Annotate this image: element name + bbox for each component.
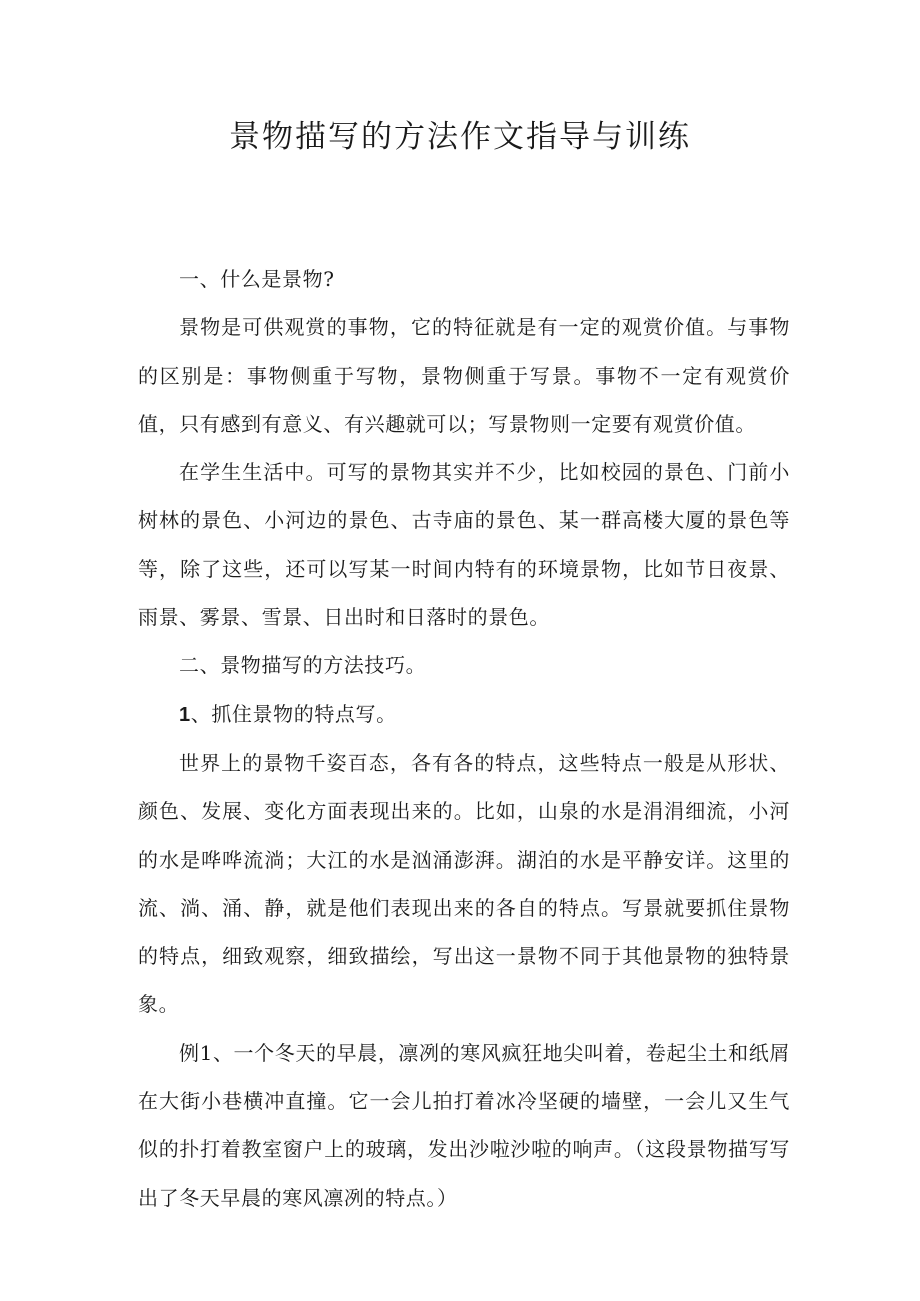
document-title: 景物描写的方法作文指导与训练 bbox=[229, 119, 691, 155]
paragraph-features: 世界上的景物千姿百态，各有各的特点，这些特点一般是从形状、颜色、发展、变化方面表现出来的。比如，山泉的水是涓涓细流，小河的水是哗哗流淌；大江的水是汹涌澎湃。湖泊的水是平静安详。这里的流、淌、涌、静，就是他们表现出来的各自的特点。写景就要抓住景物的特点，细致观察，细致描绘，写出这一景物不同于其他景物的独特景象。 bbox=[138, 750, 790, 1017]
subheading-number: 1 bbox=[179, 703, 191, 726]
paragraph-example-1: 例1、一个冬天的早晨，凛冽的寒风疯狂地尖叫着，卷起尘土和纸屑在大街小巷横冲直撞。它一会儿拍打着冰冷坚硬的墙壁，一会儿又生气似的扑打着教室窗户上的玻璃，发出沙啦沙啦的响声。（这段景物描写写出了冬天早晨的寒风凛冽的特点。） bbox=[138, 1040, 790, 1210]
section-heading-1: 一、什么是景物? bbox=[179, 267, 335, 291]
subheading-text: 、抓住景物的特点写。 bbox=[190, 701, 397, 726]
paragraph-examples: 在学生生活中。可写的景物其实并不少，比如校园的景色、门前小树林的景色、小河边的景色、古寺庙的景色、某一群高楼大厦的景色等等，除了这些，还可以写某一时间内特有的环境景物，比如节日夜景、雨景、雾景、雪景、日出时和日落时的景色。 bbox=[138, 460, 790, 630]
document-body bbox=[138, 255, 790, 1222]
paragraph-definition: 景物是可供观赏的事物，它的特征就是有一定的观赏价值。与事物的区别是：事物侧重于写物，景物侧重于写景。事物不一定有观赏价值，只有感到有意义、有兴趣就可以；写景物则一定要有观赏价值。 bbox=[138, 315, 790, 436]
subheading-1 bbox=[138, 690, 790, 739]
section-heading-2: 二、景物描写的方法技巧。 bbox=[179, 653, 427, 678]
